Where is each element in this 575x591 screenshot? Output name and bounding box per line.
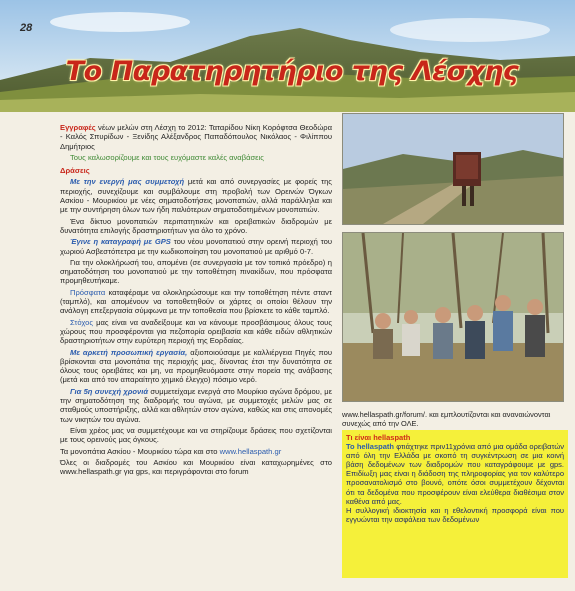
- info-box-paragraph-1: [346, 442, 564, 506]
- page-number: 28: [20, 22, 33, 34]
- actions-paragraph-7: [60, 348, 332, 385]
- info-box-brand: Το hellaspath: [346, 442, 394, 452]
- actions-8-lead: Για 5η συνεχή χρονιά: [70, 386, 149, 396]
- actions-5-text: καταφέραμε να ολοκληρώσουμε και την τοποθέτηση πέντε σταντ (ταμπλό), και απομένουν να τοποθετηθούν οι χάρτες οι οποίοι θέλουν την ανάλογη επεξεργασία σύμφωνα με την τοποθεσία που βρίσκετε το κάθε ταμπλό.: [60, 287, 332, 316]
- actions-paragraph-6: [60, 318, 332, 346]
- actions-paragraph-2: Ένα δίκτυο μονοπατιών περιπατητικών και ορειβατικών διαδρομών με δυνατότητα επιλογής δραστηριοτήτων για όλο το χρόνο.: [60, 216, 332, 235]
- enrollments-paragraph: [60, 123, 332, 151]
- actions-paragraph-5: [60, 288, 332, 316]
- actions-8-text: συμμετείχαμε ενεργά στο Μουρίκιο αγώνα δρόμου, με την σηματοδότηση της διαδρομής του αγώνα, με συμμετοχές μελών μας σε σταθμούς υποστήριξης, αλλά και αθλητών στον αγώνα, καθώς και στις απονομές των νικητών του αγώνα.: [60, 386, 332, 424]
- actions-1-lead: Με την ενεργή μας συμμετοχή: [70, 177, 185, 187]
- info-box-text: φτιάχτηκε πριν11χρόνια από μια ομάδα ορειβατών από όλη την Ελλάδα με σκοπό τη συγκέντρωση σε μια κοινή βάση δεδομένων των διαδρομών που καταγράφουμε με gps. Επιδίωξη μας είναι η διάδοση της πληροφορίας για τον καλύτερο προσανατολισμό στο βουνό, οπότε όσοι συμμετέχουν δέχονται ότι τα δεδομένα που προσφέρουν είναι ελεύθερα διαθέσιμα στον καθένα από μας.: [346, 442, 564, 506]
- actions-paragraph-8: [60, 387, 332, 424]
- actions-3-text: του νέου μονοπατιού στην ορεινή περιοχή του χωριού Ασβεστόπετρα με την κωδικοποίηση του μονοπατιού με αριθμό 0-7.: [60, 237, 332, 256]
- actions-1-text: μετά και από συνεργασίες με φορείς της περιοχής, συνεχίζουμε και συμβάλουμε στη προβολή των Ορεινών Όγκων Ασκίου - Μουρικίου με νέες σηματοδοτήσεις μονοπατιών, αλλά παράλληλα και με την συντήρηση όλων των ήδη παλιότερων σηματοδοτημένων μονοπατιών.: [60, 177, 332, 215]
- actions-paragraph-10: [60, 447, 332, 456]
- trail-sign-photo: [342, 113, 564, 225]
- actions-5-lead: Πρόσφατα: [70, 287, 106, 297]
- actions-3-lead: Έγινε η καταγραφή με GPS: [70, 237, 171, 247]
- actions-7-lead: Με αρκετή προσωπική εργασία,: [70, 347, 188, 357]
- actions-6-lead: Στόχος: [70, 317, 94, 327]
- right-column-continuation: www.hellaspath.gr/forum/. και εμπλουτίζονται και αναναιώνονται συνεχώς από την ΟΛΕ.: [342, 410, 551, 428]
- actions-6-text: μας είναι να αναδείξουμε και να κάνουμε προσβάσιμους όλους τους χώρους που προσφέρονται για πεζοπορία ορειβασία και κάθε ειδών αθλητικών δραστηριοτήτων στην ευρύτερη περιοχή της Εορδαίας.: [60, 317, 332, 346]
- hellaspath-info-box: [342, 430, 568, 578]
- actions-paragraph-4: Για την ολοκλήρωσή του, απομένει (σε συνεργασία με τον τοπικό πρόεδρο) η σηματοδότηση του μονοπατιού με την τοποθέτηση πινακίδων, που πρόσφατα προμηθευτήκαμε.: [60, 257, 332, 286]
- actions-7-text: αξιοποιούσαμε με καλλιέργεια Πηγές που βρίσκονται στα μονοπάτια της περιοχής μας, δίνοντας έτσι την δυνατότητα σε όλους τους ορειβάτες και μη, να προμηθευόμαστε στην πορεία της ανάβασης (μετά και από τον απαραίτητο χημικό έλεγχο) πόσιμο νερό.: [60, 347, 332, 385]
- actions-10-text: Τα μονοπάτια Ασκίου - Μουρικίου τώρα και στο: [60, 446, 218, 456]
- actions-heading: Δράσεις: [60, 166, 90, 176]
- actions-paragraph-3: [60, 237, 332, 256]
- hikers-group-photo: [342, 232, 564, 402]
- info-box-title: Τι είναι hellaspath: [346, 433, 411, 442]
- welcome-text: Τους καλωσορίζουμε και τους ευχόμαστε καλές αναβάσεις: [70, 152, 264, 162]
- actions-paragraph-1: [60, 177, 332, 214]
- info-box-paragraph-2: Η συλλογική ιδιοκτησία και η εθελοντική προσφορά είναι που εγγυώνται την ασφάλεια των δεδομένων: [346, 505, 564, 524]
- enrollments-label: Εγγραφές: [60, 123, 96, 132]
- main-article-column: [60, 123, 332, 478]
- page-title: Το Παρατηρητήριο της Λέσχης: [65, 56, 519, 87]
- enrollments-text: νέων μελών στη Λέσχη το 2012: Ταταρίδου Νίκη Κορόφτσα Θεοδώρα - Καλός Σπυρίδων - Ξενίδης Αλέξανδρος Παπαδόπουλος Νικόλαος - Φιλίππου Δημήτριος: [60, 123, 332, 151]
- hellaspath-link[interactable]: www.hellaspath.gr: [219, 446, 282, 456]
- actions-paragraph-9: Είναι χρέος μας να συμμετέχουμε και να στηρίζουμε δράσεις που σχετίζονται με τους ορεινούς μας όγκους.: [60, 425, 332, 445]
- actions-paragraph-11: Όλες οι διαδρομές του Ασκίου και Μουρικίου είναι καταχωρημένες στο www.hellaspath.gr για gps, και περιγράφονται στο forum: [60, 457, 332, 477]
